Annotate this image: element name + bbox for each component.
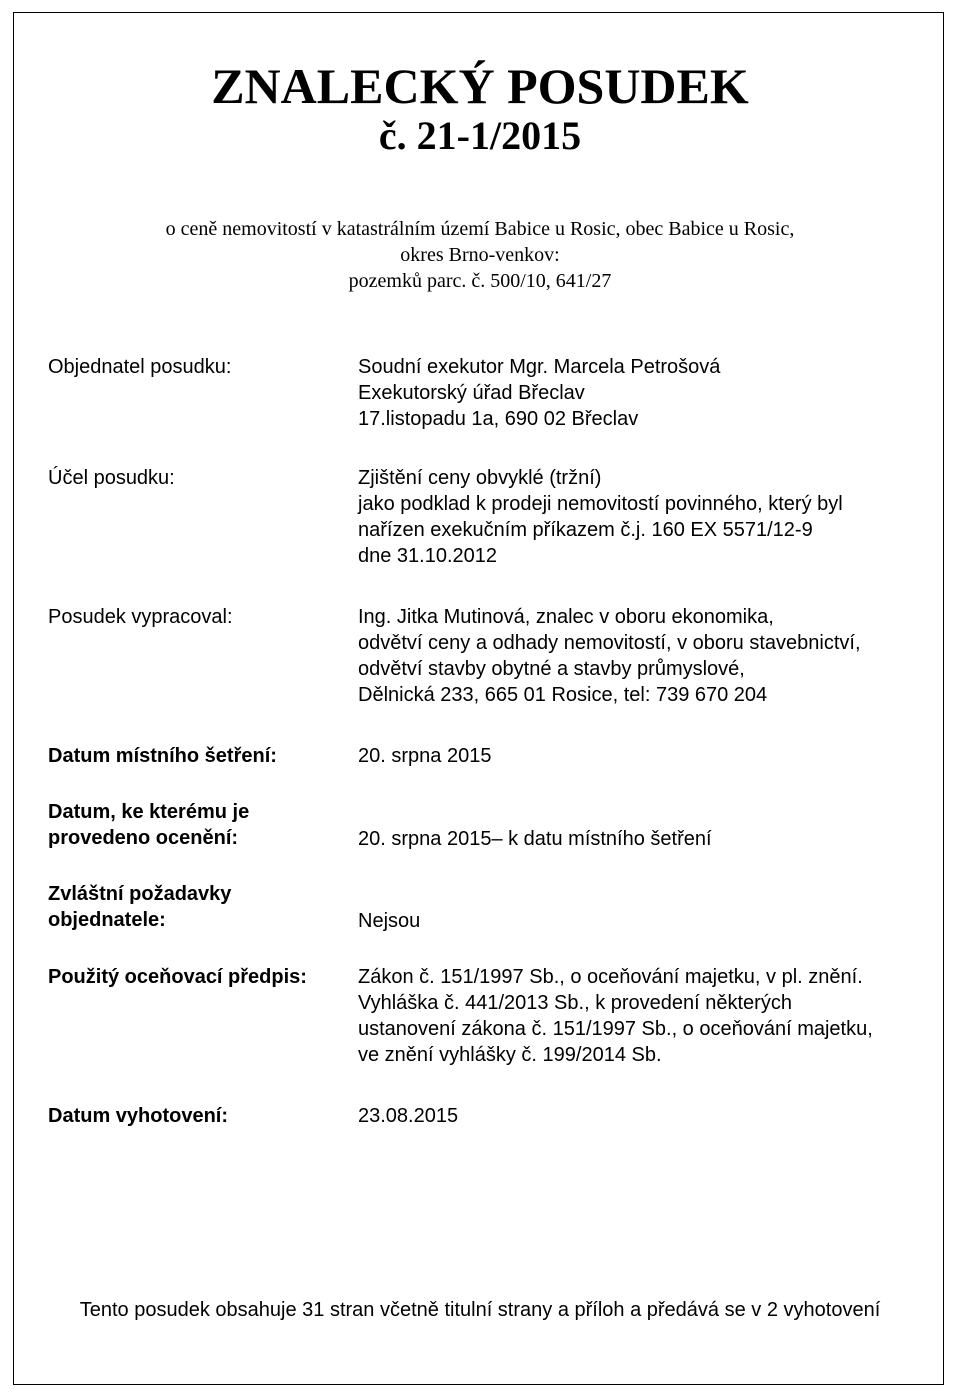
predpis-line: ustanovení zákona č. 151/1997 Sb., o oceňování majetku,: [358, 1018, 873, 1040]
vypracoval-label: Posudek vypracoval:: [48, 606, 233, 628]
vypracoval-line: Dělnická 233, 665 01 Rosice, tel: 739 670 204: [358, 684, 768, 706]
vypracoval-value: [358, 604, 861, 708]
pozadavky-label-line: Zvláštní požadavky: [48, 883, 232, 905]
objednatel-label: Objednatel posudku:: [48, 356, 232, 378]
ucel-line: dne 31.10.2012: [358, 545, 498, 567]
datum-setreni-value: 20. srpna 2015: [358, 745, 492, 767]
pozadavky-value: Nejsou: [358, 910, 421, 932]
objednatel-line: Soudní exekutor Mgr. Marcela Petrošová: [358, 356, 721, 378]
subtitle-line-1: o ceně nemovitostí v katastrálním území Babice u Rosic, obec Babice u Rosic,: [165, 218, 795, 240]
ucel-label: Účel posudku:: [48, 467, 175, 489]
pozadavky-label: [48, 881, 231, 933]
predpis-value: [358, 964, 873, 1068]
datum-setreni-label: Datum místního šetření:: [48, 745, 277, 767]
datum-vyhotoveni-label: Datum vyhotovení:: [48, 1105, 229, 1127]
predpis-line: ve znění vyhlášky č. 199/2014 Sb.: [358, 1044, 662, 1066]
footer-note: Tento posudek obsahuje 31 stran včetně titulní strany a příloh a předává se v 2 vyhotovení: [79, 1299, 881, 1321]
datum-oceneni-label: [48, 799, 249, 851]
pozadavky-label-line: objednatele:: [48, 909, 166, 931]
predpis-line: Vyhláška č. 441/2013 Sb., k provedení některých: [358, 992, 792, 1014]
datum-vyhotoveni-value: 23.08.2015: [358, 1105, 459, 1127]
ucel-line: nařízen exekučním příkazem č.j. 160 EX 5571/12-9: [358, 519, 813, 541]
document-number: č. 21-1/2015: [378, 113, 582, 158]
predpis-line: Zákon č. 151/1997 Sb., o oceňování majetku, v pl. znění.: [358, 966, 863, 988]
ucel-line: jako podklad k prodeji nemovitostí povinného, který byl: [358, 493, 843, 515]
datum-oceneni-label-line: Datum, ke kterému je: [48, 801, 250, 823]
objednatel-line: 17.listopadu 1a, 690 02 Břeclav: [358, 408, 639, 430]
objednatel-value: [358, 354, 720, 432]
vypracoval-line: odvětví stavby obytné a stavby průmyslové,: [358, 658, 745, 680]
ucel-value: [358, 465, 843, 569]
ucel-line: Zjištění ceny obvyklé (tržní): [358, 467, 602, 489]
datum-oceneni-label-line: provedeno ocenění:: [48, 827, 239, 849]
subtitle-line-2: okres Brno-venkov:: [400, 244, 560, 266]
document-title: ZNALECKÝ POSUDEK: [211, 58, 749, 114]
subtitle-line-3: pozemků parc. č. 500/10, 641/27: [348, 270, 612, 292]
vypracoval-line: odvětví ceny a odhady nemovitostí, v oboru stavebnictví,: [358, 632, 861, 654]
predpis-label: Použitý oceňovací předpis:: [48, 966, 307, 988]
datum-oceneni-value: 20. srpna 2015– k datu místního šetření: [358, 828, 712, 850]
objednatel-line: Exekutorský úřad Břeclav: [358, 382, 585, 404]
vypracoval-line: Ing. Jitka Mutinová, znalec v oboru ekonomika,: [358, 606, 774, 628]
